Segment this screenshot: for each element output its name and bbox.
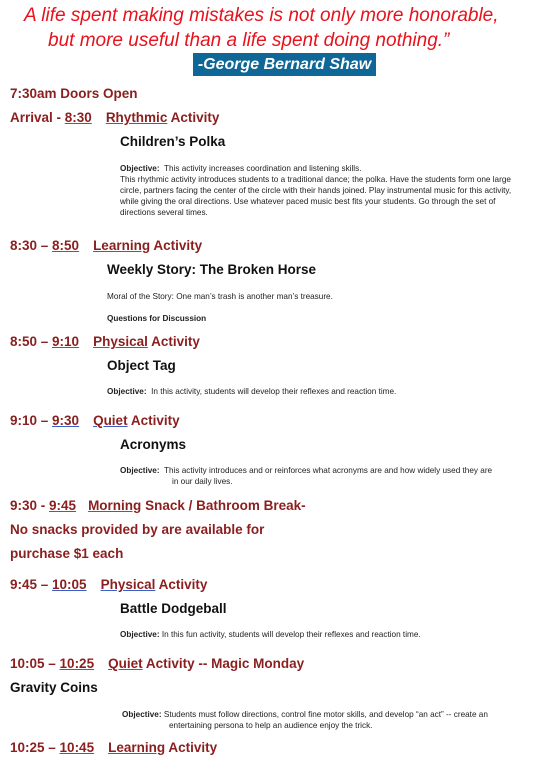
heading-time: 10:25 — [59, 656, 95, 671]
heading-suffix: Activity — [167, 110, 220, 125]
doors-open-heading: 7:30am Doors Open — [10, 86, 138, 101]
objective-text: This activity introduces and or reinforces what acronyms are and how widely used they are — [164, 466, 493, 475]
section-heading-physical-2 — [10, 576, 207, 593]
objective-label: Objective: — [120, 466, 160, 475]
heading-type: Quiet — [108, 656, 143, 671]
heading-type: Morning — [88, 498, 142, 513]
activity-title-story: Weekly Story: The Broken Horse — [107, 262, 317, 277]
heading-time: 9:45 — [49, 498, 77, 513]
objective-text-continued: in our daily lives. — [172, 477, 233, 486]
heading-start: 8:30 – — [10, 238, 53, 253]
activity-title-polka: Children’s Polka — [120, 134, 226, 149]
heading-type: Learning — [93, 238, 151, 253]
heading-start: 10:25 – — [10, 740, 60, 755]
heading-suffix: Snack / Bathroom Break- — [141, 498, 306, 513]
objective-label: Objective: — [122, 710, 162, 719]
discussion-questions: Questions for Discussion — [107, 314, 207, 323]
objective-text-continued: entertaining persona to help an audience enjoy the trick. — [169, 721, 373, 730]
objective-text: This activity increases coordination and listening skills. — [164, 164, 362, 173]
activity-title-object-tag: Object Tag — [107, 358, 176, 373]
objective-label: Objective: — [120, 630, 160, 639]
heading-type: Quiet — [93, 413, 128, 428]
quote-line-2: but more useful than a life spent doing nothing.” — [48, 30, 450, 51]
heading-time: 10:05 — [52, 577, 87, 592]
objective-gravity-coins — [122, 709, 554, 731]
heading-type: Rhythmic — [105, 110, 168, 125]
heading-type: Physical — [100, 577, 156, 592]
objective-label: Objective: — [120, 164, 160, 173]
objective-text: Students must follow directions, control fine motor skills, and develop “an act” -- create an — [163, 710, 488, 719]
section-heading-physical-1 — [10, 333, 200, 350]
quote-author: -George Bernard Shaw — [193, 53, 376, 76]
moral-text: One man’s trash is another man’s treasure. — [176, 292, 333, 301]
heading-suffix: Activity — [150, 238, 203, 253]
heading-start: 9:30 - — [10, 498, 50, 513]
objective-dodgeball — [120, 629, 421, 640]
heading-start: 9:45 – — [10, 577, 53, 592]
activity-title-dodgeball: Battle Dodgeball — [120, 601, 227, 616]
objective-label: Objective: — [107, 387, 147, 396]
heading-type: Physical — [93, 334, 148, 349]
activity-title-gravity-coins: Gravity Coins — [10, 680, 98, 695]
quote-line-1: A life spent making mistakes is not only more honorable, — [24, 5, 499, 26]
heading-time: 8:50 — [52, 238, 80, 253]
objective-text: In this fun activity, students will develop their reflexes and reaction time. — [161, 630, 421, 639]
section-heading-quiet-2 — [10, 655, 304, 672]
heading-start: 9:10 – — [10, 413, 53, 428]
objective-object-tag — [107, 386, 396, 397]
activity-description: This rhythmic activity introduces students to a traditional dance; the polka. Have the students form one large circle, partners facing the center of the circle with their hands joined. Play instrumental music for this activity, while giving the oral directions. Use whatever paced music best fits your students. Go through the set of directions several times. — [120, 175, 512, 217]
section-heading-arrival — [10, 109, 219, 126]
activity-title-acronyms: Acronyms — [120, 437, 187, 452]
section-heading-learning-1 — [10, 237, 202, 254]
snack-note-line-1: No snacks provided by are available for — [10, 522, 265, 537]
section-heading-quiet-1 — [10, 412, 180, 429]
heading-time: 9:30 — [52, 413, 80, 428]
objective-polka — [120, 163, 528, 218]
heading-suffix: Activity — [147, 334, 200, 349]
snack-note-line-2: purchase $1 each — [10, 546, 124, 561]
heading-time: 8:30 — [64, 110, 92, 125]
heading-prefix: Arrival - — [10, 110, 65, 125]
heading-time: 9:10 — [52, 334, 80, 349]
heading-time: 10:45 — [59, 740, 95, 755]
section-heading-learning-2 — [10, 739, 217, 756]
heading-suffix: Activity — [155, 577, 208, 592]
heading-suffix: Activity — [165, 740, 218, 755]
heading-suffix: Activity -- Magic Monday — [142, 656, 305, 671]
section-heading-snack — [10, 497, 306, 514]
objective-text: In this activity, students will develop their reflexes and reaction time. — [151, 387, 397, 396]
heading-suffix: Activity — [127, 413, 180, 428]
moral-label: Moral of the Story: — [107, 292, 174, 301]
heading-start: 10:05 – — [10, 656, 60, 671]
heading-start: 8:50 – — [10, 334, 53, 349]
objective-acronyms — [120, 465, 556, 487]
story-moral — [107, 291, 333, 302]
heading-type: Learning — [108, 740, 166, 755]
